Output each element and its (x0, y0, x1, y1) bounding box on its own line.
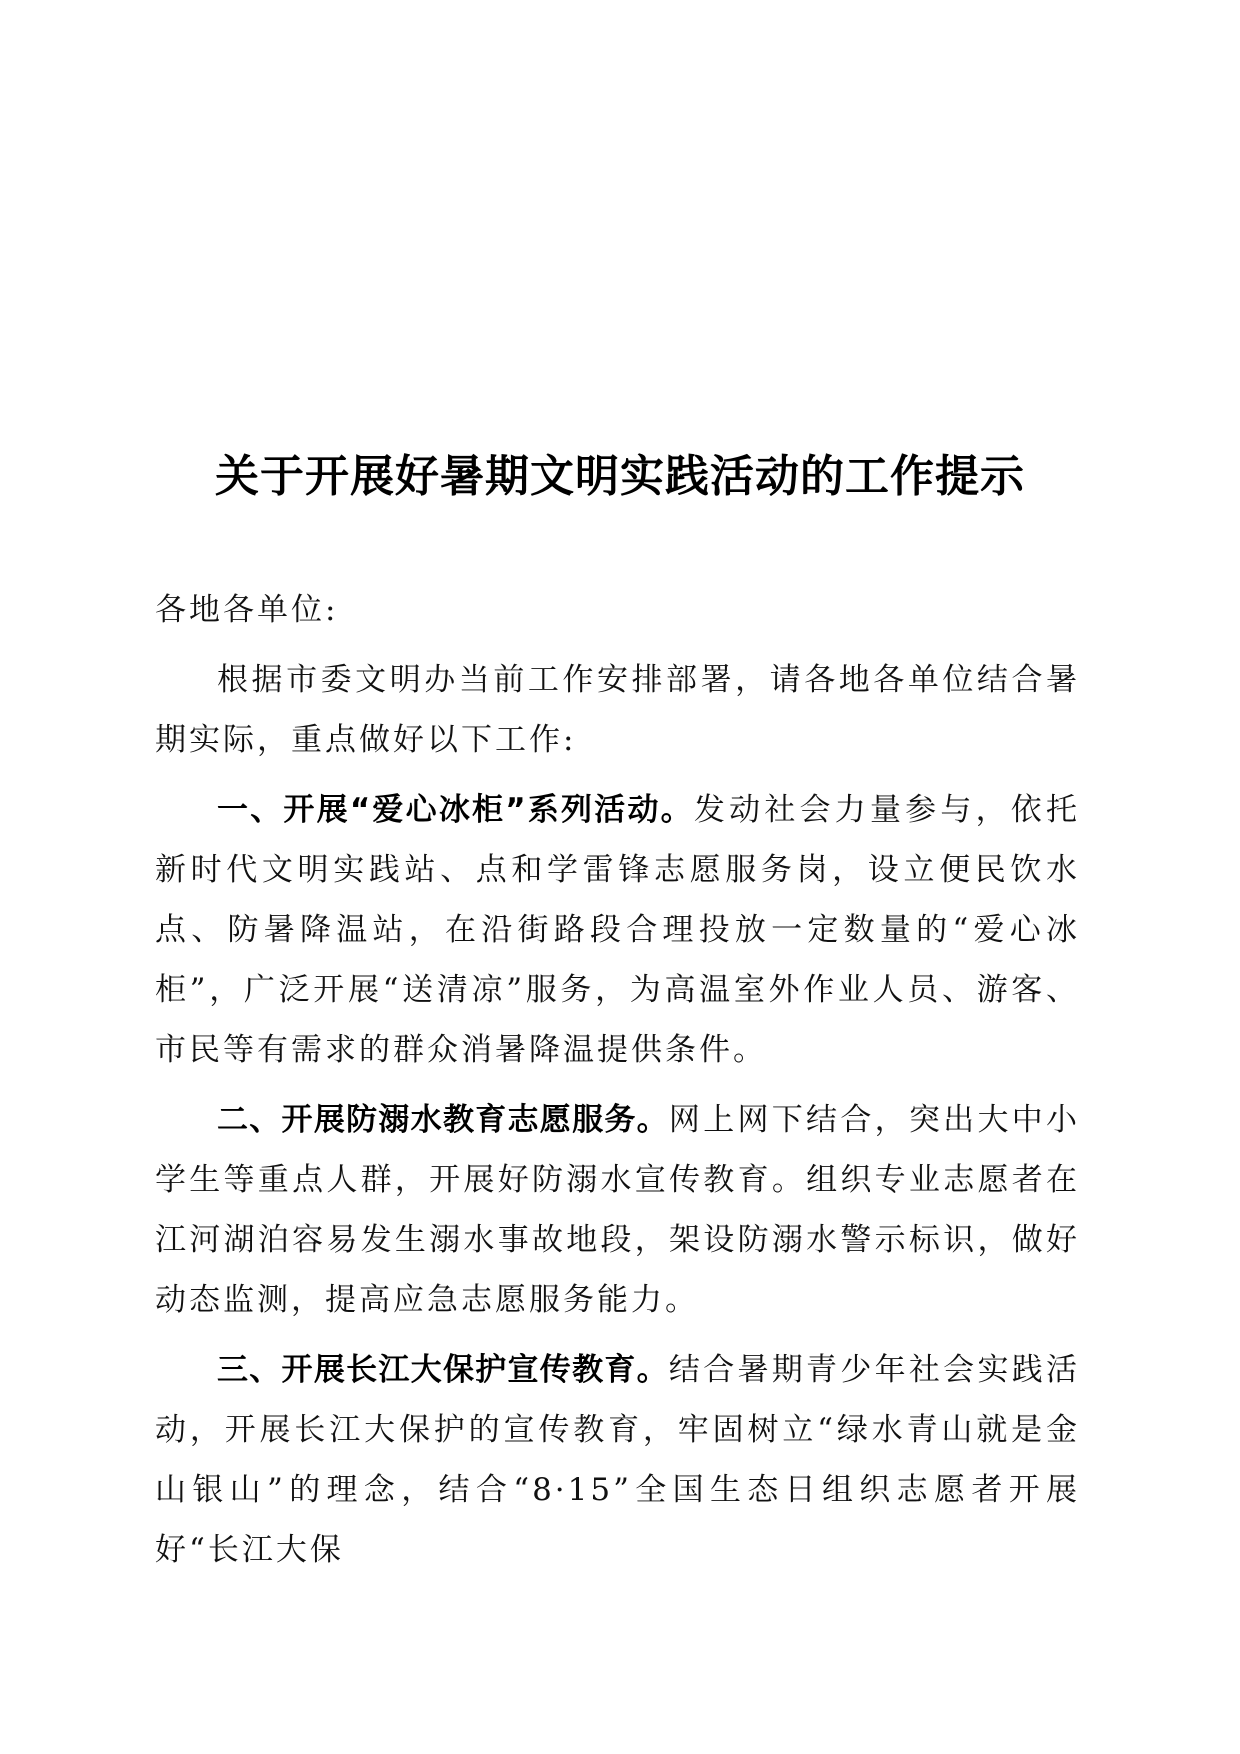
salutation: 各地各单位: (155, 592, 339, 628)
section-heading-2: 二、开展防溺水教育志愿服务。 (217, 1102, 669, 1138)
section-paragraph-3 (155, 1340, 1080, 1580)
document-title: 关于开展好暑期文明实践活动的工作提示 (215, 451, 1025, 502)
section-text-1: 发动社会力量参与，依托新时代文明实践站、点和学雷锋志愿服务岗，设立便民饮水点、防暑降温站，在沿街路段合理投放一定数量的“爱心冰柜”，广泛开展“送清凉”服务，为高温室外作业人员、游客、市民等有需求的群众消暑降温提供条件。 (155, 792, 1081, 1068)
section-heading-1: 一、开展“爱心冰柜”系列活动。 (217, 792, 694, 828)
intro-paragraph: 根据市委文明办当前工作安排部署，请各地各单位结合暑期实际，重点做好以下工作: (155, 662, 1080, 758)
section-heading-3: 三、开展长江大保护宣传教育。 (217, 1352, 669, 1388)
document-body (155, 580, 1080, 1590)
section-text-2: 网上网下结合，突出大中小学生等重点人群，开展好防溺水宣传教育。组织专业志愿者在江河湖泊容易发生溺水事故地段，架设防溺水警示标识，做好动态监测，提高应急志愿服务能力。 (155, 1102, 1081, 1318)
section-paragraph-1 (155, 780, 1080, 1080)
section-paragraph-2 (155, 1090, 1080, 1330)
section-text-3: 结合暑期青少年社会实践活动，开展长江大保护的宣传教育，牢固树立“绿水青山就是金山银山”的理念，结合“8·15”全国生态日组织志愿者开展好“长江大保 (155, 1352, 1081, 1568)
